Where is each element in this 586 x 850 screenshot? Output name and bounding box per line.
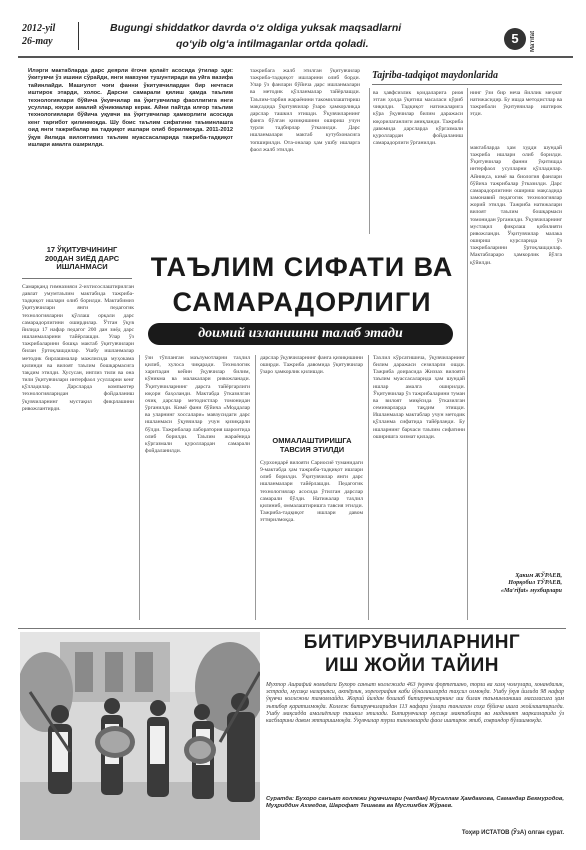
side-headline-line1: 17 ЎҚИТУВЧИНИНГ bbox=[46, 245, 118, 254]
bottom-section-rule bbox=[18, 628, 566, 629]
top-column-3a-text: ва ҳавфсизлик қоидаларига риоя этган ҳолда ўқитиш масаласи кўриб чиқилди. Тадқиқот натижаларига кўра ўқувчилар билим даражаси юқорилаганлиги аниқланди. Тажриба давомида дарсларда кўргазмали қуроллардан фойдаланиш самарадорлиги ўрганилди. bbox=[373, 90, 463, 147]
top-column-3a bbox=[373, 90, 463, 235]
body-divider-4 bbox=[467, 145, 468, 620]
left-body-column bbox=[22, 284, 134, 624]
right-column-text: мактабларда ҳам худди шундай тажриба ишлари олиб борилди. Ўқитувчилар фанни ўқитишда интерфаол усулларни қўлладилар. Айниқса, кимё ва биология фанлари бўйича тажрибалар ўтказилди. Дарс самарадорлигини ошириш мақсадида замонавий педагогик технологиялар жорий этилди. Тажриба натижалари вилоят таълим бошқармаси томонидан ўрганилди. Ўқувчиларнинг мустақил фикрлаш қобилияти ривожланди. Ўқитувчилар малака ошириш курсларида ўз тажрибаларини ўртоқлашдилар. Мактаблараро ҳамкорлик йўлга қўйилди. bbox=[470, 145, 562, 266]
side-headline bbox=[22, 246, 142, 272]
body-divider-3 bbox=[368, 355, 369, 620]
photo-caption-text: Суратда: Бухоро санъат коллежи ўқувчилари (чапдан) Мусаллам Ҳамдамова, Самандар Бекмуродов, Муҳриддин Ахмедов, Шарофат Тешаева ва Муслимбек Жўраев. bbox=[266, 796, 564, 810]
intro-paragraph: Иләрги мактабларда дарс деярли ёгочя қолаёт асосида ўтилар эди: ўкитувчи ўз ишини сўрайди, янги мавзуни тушунтиради ва уйга вазифа тайинлайди. Машғулот чоғи фанни ўкитувчилардан бир нечтаси иштирок этарди, холос. Дарсни самарали қилиш ҳамда таълим технологиялари бўйича ўкувчилар ва ўқитувчилар фаоллигига янги усуллар, юқори амалий кўникмалар керак. Айни пайтда илғор таълим технологиялари бўйича уқувчи ва ўқитувчилар ҳамкорлиги асосида кенг тарғибот қилинмоқда. Шу боис таълим сифатини таъминлашга оид янги тажрибалар ва тадқиқот ишлари олиб борилмоқда. 2011-2012 ўқув йилида вилоятимиз таълим муассасаларида тажриба-тадқиқот ишлари амалга оширилди. bbox=[28, 68, 233, 149]
mid-column-2-body-text: Сурхондарё вилояти Сариосиё туманидаги 9-мактабда ҳам тажриба-тадқиқот ишлари олиб борилди. Ўқитувчилар янги дарс ишланмалари тайёрлашди. Педагогик технологиялар асосида ўтилган дарслар самарали бўлди. Натижалар таҳлил қилиниб, оммалаштиришга тавсия этилди. Тажриба-тадқиқот ишлари давом эттирилмоқда. bbox=[260, 460, 363, 524]
body-divider-2 bbox=[255, 355, 256, 620]
mid-column-2-body bbox=[260, 460, 363, 620]
mid-column-3 bbox=[373, 355, 465, 620]
mid-column-2-top bbox=[260, 355, 363, 433]
photo-caption bbox=[266, 796, 564, 826]
intro-text bbox=[28, 68, 233, 232]
top-column-2 bbox=[250, 68, 360, 238]
header-date-year: 2012-yil bbox=[22, 23, 56, 34]
bottom-headline-line2: ИШ ЖОЙИ ТАЙИН bbox=[325, 655, 499, 676]
mid-column-1-text: ўзи тўпланган маълумотларни таҳлил қилиб, хулоса чиқаради. Технологик харитадан кейин ўқувчилар билим, кўникма ва малакалари ривожланади. Ўқитувчиларнинг дарсга тайёргарлиги юқори баҳоланди. Мактабда ўтказилган очиқ дарслар методистлар томонидан ўрганилди. Кимё фани бўйича «Моддалар ва уларнинг хоссалари» мавзусидаги дарс ишланмаси ўқувчилар учун қизиқарли бўлди. Тажрибалар лаборатория шароитида олиб борилди. Таълим жараёнида кўргазмали қуроллардан самарали фойдаланилди. bbox=[145, 355, 250, 455]
mid-column-2-text: дарслар ўқувчиларнинг фанга қизиқишини оширди. Тажриба давомида ўқитувчилар ўзаро ҳамкорлик қилишди. bbox=[260, 355, 363, 376]
signature-role2: «Ma'rifat» мухбирлари bbox=[500, 586, 562, 594]
students-photo bbox=[20, 632, 260, 840]
left-body-text: Самарқанд гимназияси 2-ихтисослаштирилган давлат умумтаълим мактабида тажриба-тадқиқот ишлари олиб борилди. Мактабимиз ўқитувчилари янги педагогик технологияларни қўллаш орқали дарс самарадорлигини оширдилар. Ўтган ўқув йилида 17 нафар педагог 200 дан зиёд дарс ишланмаларини тайёрлашди. Улар ўз тажрибаларини бошқа мактаб ўқитувчилари билан ўртоқлашдилар. Ушбу ишланмалар методик бирлашмалар мажлисида муҳокама қилинди ва вилоят таълим бошқармасига тақдим этилди. Хусусан, инглиз тили ва она тили ўқитувчилари интерфаол усулларни кенг қўлладилар. Дарсларда компьютер технологияларидан фойдаланиш ўқувчиларнинг мустақил фикрлашини ривожлантирди. bbox=[22, 284, 134, 412]
page-number: 5 bbox=[511, 31, 519, 46]
bottom-headline-line1: БИТИРУВЧИЛАРНИНГ bbox=[303, 632, 521, 653]
header-divider bbox=[78, 22, 79, 50]
photo-credit: Тоҳир ИСТАТОВ (ЎзА) олган сурат. bbox=[461, 830, 564, 836]
mid-column-3-text: Тахлил кўрсатишича, ўқувчиларнинг билим даражаси сезиларли ошди. Тажриба доирасида Жиззах вилояти таълим муассасаларида ҳам шундай ишлар амалга оширилди. Ўқитувчилар ўз тажрибаларини туман ва вилоят миқёсида ўтказилган семинарларда тақдим этишди. Ишланмалар мактаблар учун методик қўлланма сифатида тайёрланди. Бу ишларнинг барчаси таълим сифатини оширишга хизмат қилади. bbox=[373, 355, 465, 440]
main-headline-banner-text: доимий изланишни талаб этади bbox=[198, 326, 403, 341]
header-slogan-line1: Bugungi shiddatkor davrda o‘z oldiga yuksak maqsadlarni bbox=[110, 22, 402, 34]
body-divider-1 bbox=[139, 355, 140, 620]
page-number-badge bbox=[504, 28, 526, 50]
students-photo-image bbox=[20, 632, 260, 840]
mid-column-1 bbox=[145, 355, 250, 620]
signature-role1: Норқобил ТЎРАЕВ, bbox=[508, 579, 562, 587]
top-column-3b-text: нинг ўзи бир неча йиллик меҳнат натижасидир. Бу ишда методистлар ва тажрибали ўқитувчилар иштирок этди. bbox=[470, 90, 562, 118]
top-divider-1 bbox=[369, 88, 370, 234]
top-column-2-text: тажрибага жалб этилган ўқитувчилар тажриба-тадқиқот ишларини олиб борди. Улар ўз фанлари бўйича дарс ишланмалари ва методик қўлланмалар тайёрлашди. Таълим-тарбия жараёнини такомиллаштириш мақсадида ўқитувчилар ўзаро ҳамкорликда дарслар ташкил этишди. Ўқувчиларнинг фанга бўлган қизиқишини ошириш учун турли тадбирлар ўтказилди. Дарс ишланмалари мактаб кутубхонасига топширилди. Ота-оналар ҳам ушбу ишларга фаол жалб этилди. bbox=[250, 68, 360, 153]
header-date-day: 26-may bbox=[22, 36, 53, 47]
side-headline-line3: ИШЛАНМАСИ bbox=[56, 262, 108, 271]
main-headline-line2: САМАРАДОРЛИГИ bbox=[172, 287, 432, 317]
signature-name: Ҳаким ЖЎРАЕВ, bbox=[515, 572, 562, 579]
header-slogan-line2: qo‘yib olg‘a intilmaganlar ortda qoladi. bbox=[176, 38, 369, 50]
top-column-3b bbox=[470, 90, 562, 142]
main-headline-banner bbox=[148, 323, 453, 345]
signature bbox=[470, 572, 562, 594]
paper-name-logo: Ma'rifat bbox=[530, 30, 536, 52]
mid-column-2-heading: ОММАЛАШТИРИШГА ТАВСИЯ ЭТИЛДИ bbox=[272, 436, 352, 454]
bottom-article-text: Мухтор Ашрафий номидаги Бухоро санъат коллежида 463 ўқувчи фортепиано, торли ва халқ чолғулари, хонандалик, эстрада, мусиқа назарияси, актёрлик, хореография каби йўналишларда таҳсил олмоқда. Ушбу ўқув йилида 98 нафар ўқувчи коллежни тамомлайди. Жорий йилдан бошлаб битирувчиларнинг иш билан таъминланиши масаласига ҳам эътибор қаратилмоқда. Коллеж битирувчиларидан 113 нафари ўзлари танлаган соҳа бўйича ишга жойлаштирилди. Ушбу мақсадда амалиётлар ташкил этилади. Битирувчилар мусиқа мактаблари ва маданият марказларида ўз касбларини давом эттиришмоқда. Ўқувчилар турли танловларда фаол иштирок этиб, совриндор бўлишмоқда. bbox=[266, 682, 564, 725]
main-headline-line1: ТАЪЛИМ СИФАТИ ВА bbox=[150, 252, 454, 282]
bottom-article-body bbox=[266, 682, 564, 790]
section-title: Tajriba-tadqiqot maydonlarida bbox=[372, 70, 499, 81]
side-headline-line2: 200ДАН ЗИЁД ДАРС bbox=[44, 253, 120, 263]
section-title-rule bbox=[372, 84, 562, 85]
right-column bbox=[470, 145, 562, 540]
side-headline-rule bbox=[22, 278, 132, 279]
header-rule bbox=[18, 56, 573, 58]
